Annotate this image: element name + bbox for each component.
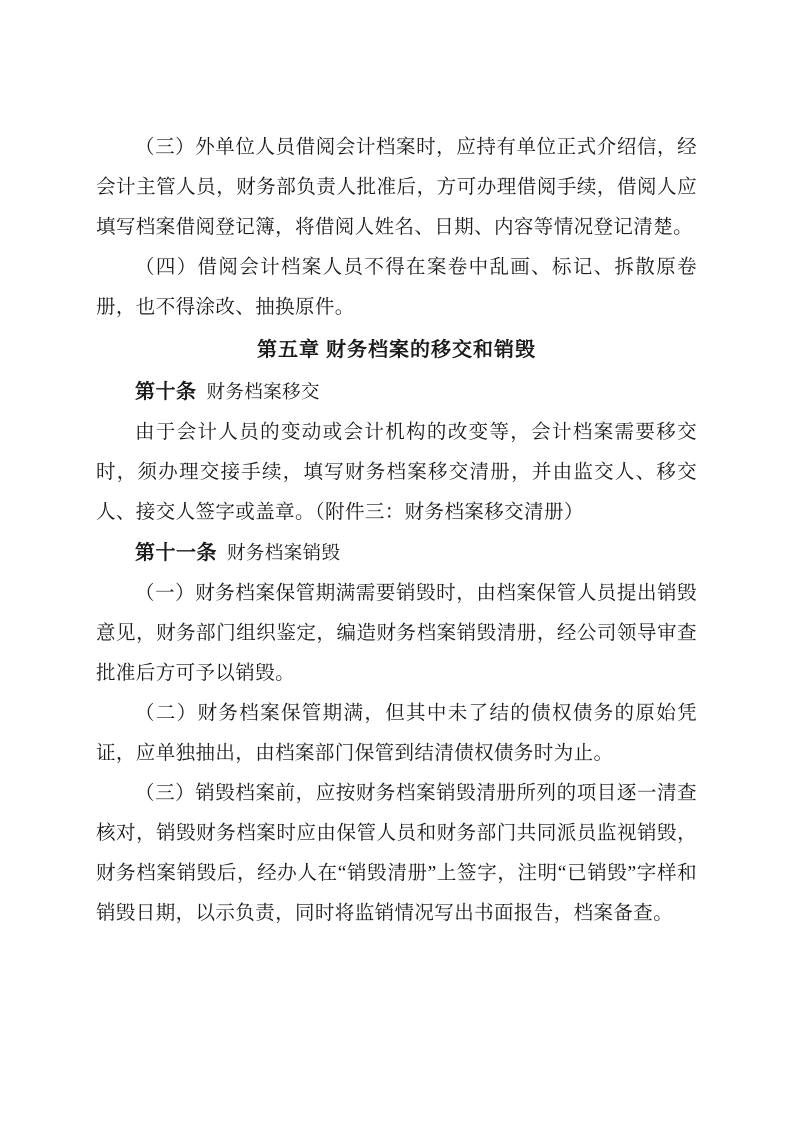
article-ten-label: 第十条 (135, 381, 197, 403)
paragraph-item-4: （四）借阅会计档案人员不得在案卷中乱画、标记、拆散原卷册，也不得涂改、抽换原件。 (96, 257, 697, 318)
article-eleven (96, 533, 697, 574)
article-eleven-label: 第十一条 (135, 542, 217, 564)
paragraph-item-11-3: （三）销毁档案前，应按财务档案销毁清册所列的项目逐一清查核对，销毁财务档案时应由保管人员和财务部门共同派员监视销毁，财务档案销毁后，经办人在“销毁清册”上签字，注明“已销毁”字样和销毁日期，以示负责，同时将监销情况写出书面报告，档案备查。 (96, 783, 697, 924)
document-body (96, 128, 697, 934)
article-ten (96, 372, 697, 413)
paragraph-item-11-1: （一）财务档案保管期满需要销毁时，由档案保管人员提出销毁意见，财务部门组织鉴定，编造财务档案销毁清册，经公司领导审查批准后方可予以销毁。 (96, 583, 697, 684)
paragraph-item-11-2: （二）财务档案保管期满，但其中未了结的债权债务的原始凭证，应单独抽出，由档案部门保管到结清债权债务时为止。 (96, 703, 697, 764)
paragraph-article-ten-body: 由于会计人员的变动或会计机构的改变等，会计档案需要移交时，须办理交接手续，填写财务档案移交清册，并由监交人、移交人、接交人签字或盖章。（附件三：财务档案移交清册） (96, 422, 697, 523)
chapter-heading-five: 第五章 财务档案的移交和销毁 (257, 339, 536, 361)
article-eleven-title: 财务档案销毁 (227, 544, 341, 564)
paragraph-item-3: （三）外单位人员借阅会计档案时，应持有单位正式介绍信，经会计主管人员，财务部负责人批准后，方可办理借阅手续，借阅人应填写档案借阅登记簿，将借阅人姓名、日期、内容等情况登记清楚。 (96, 137, 697, 238)
article-ten-title: 财务档案移交 (206, 383, 320, 403)
